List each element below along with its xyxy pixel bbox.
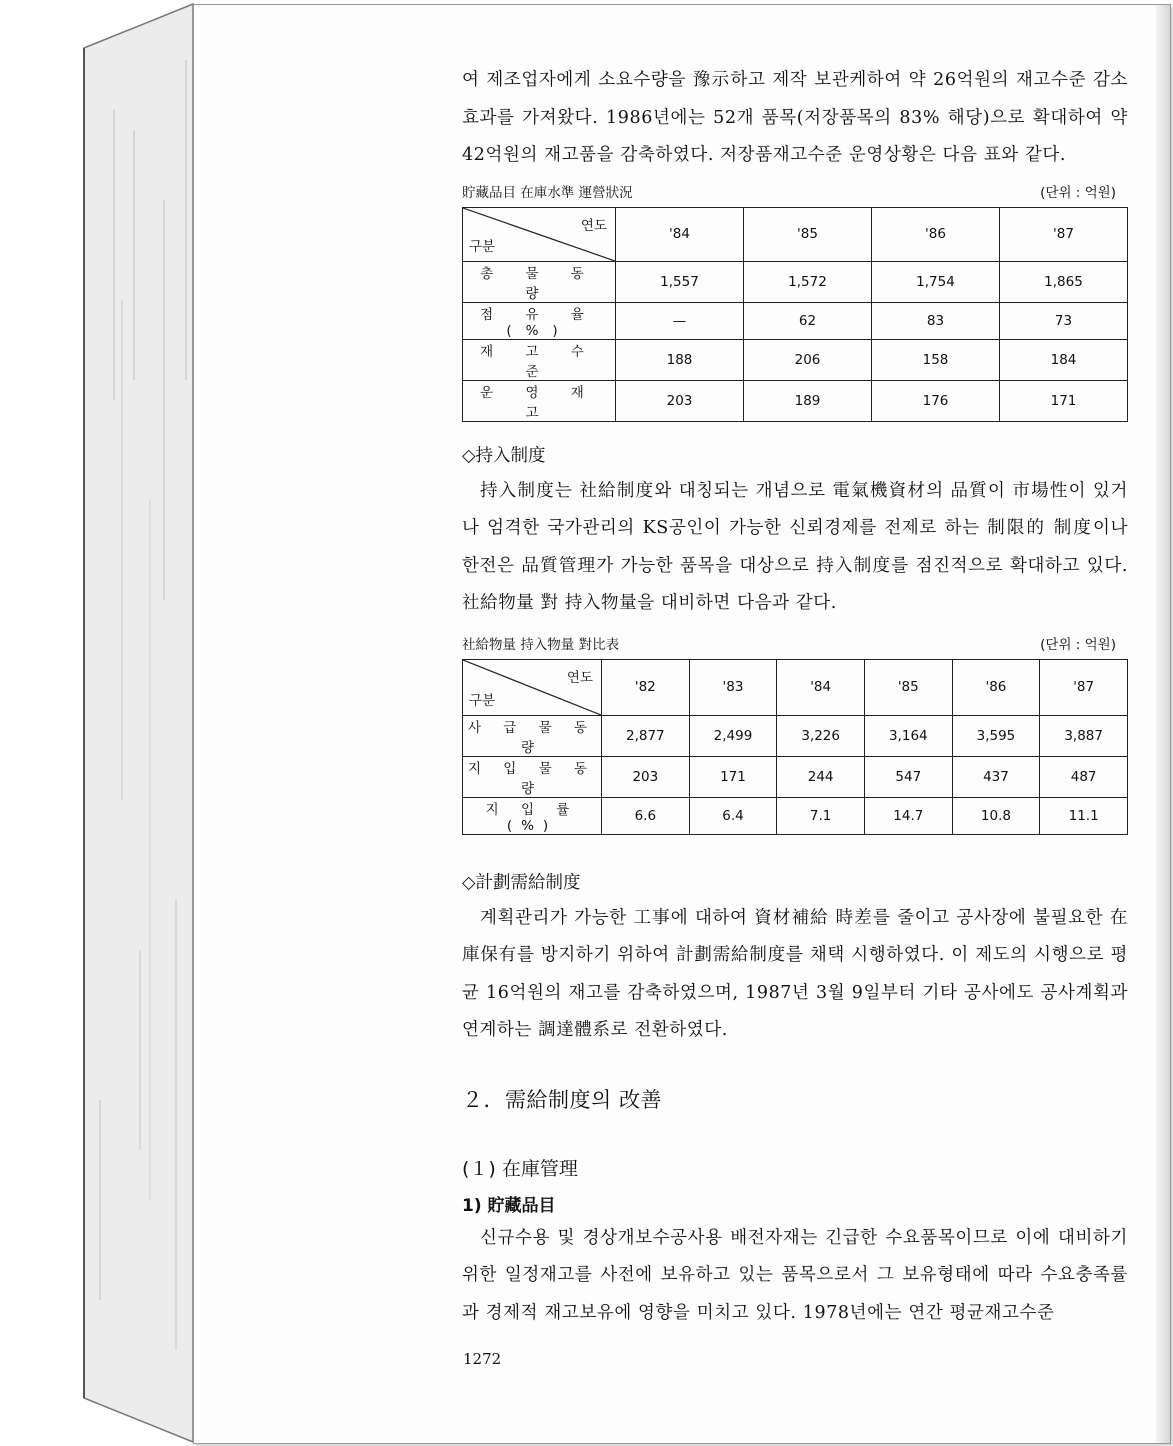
heading-section-2: ２．需給制度의 改善 — [462, 1087, 662, 1112]
table2-row-label: 지 입 물 동 량 — [463, 756, 602, 797]
table2-col-header: '85 — [864, 659, 952, 715]
table1-corner-year: 연도 — [580, 217, 607, 234]
table2-corner-category: 구분 — [469, 692, 496, 709]
paragraph-stored-items: 신규수용 및 경상개보수공사용 배전자재는 긴급한 수요품목이므로 이에 대비하기 위한 일정재고를 사전에 보유하고 있는 품목으로서 그 보유형태에 따라 수요충족률과 경제적 재고보유에 영향을 미치고 있다. 1978년에는 연간 평균재고수준 — [462, 1227, 1128, 1323]
table-cell: 184 — [1000, 339, 1128, 380]
table-cell: 3,887 — [1040, 715, 1128, 756]
table-row — [463, 715, 1128, 756]
table-cell: 3,164 — [864, 715, 952, 756]
paragraph-planned-supply: 계획관리가 가능한 工事에 대하여 資材補給 時差를 줄이고 공사장에 불필요한 在庫保有를 방지하기 위하여 計劃需給制度를 채택 시행하였다. 이 제도의 시행으로 평균 16억원의 재고를 감축하였으며, 1987년 3월 9일부터 기타 공사에도 공사계획과 연계하는 調達體系로 전환하였다. — [462, 907, 1128, 1040]
table-cell: 62 — [744, 302, 872, 339]
table-cell: 188 — [616, 339, 744, 380]
table-cell: — — [616, 302, 744, 339]
supply-comparison-table — [462, 659, 1128, 835]
table1-col-header: '85 — [744, 207, 872, 261]
paragraph-intro: 여 제조업자에게 소요수량을 豫示하고 제작 보관케하여 약 26억원의 재고수준 감소효과를 가져왔다. 1986년에는 52개 품목(저장품목의 83% 해당)으로 확대하여 약 42억원의 재고품을 감축하였다. 저장품재고수준 운영상황은 다음 표와 같다. — [462, 70, 1128, 165]
table-cell: 189 — [744, 380, 872, 421]
table-cell: 244 — [777, 756, 865, 797]
table1-col-header: '84 — [616, 207, 744, 261]
table-cell: 487 — [1040, 756, 1128, 797]
page-number: 1272 — [463, 1350, 502, 1368]
table2-col-header: '87 — [1040, 659, 1128, 715]
table2-col-header: '84 — [777, 659, 865, 715]
heading-inventory-management: (１) 在庫管理 — [462, 1157, 578, 1180]
table-row — [463, 380, 1128, 421]
table2-col-header: '83 — [689, 659, 777, 715]
table-cell: 547 — [864, 756, 952, 797]
table-cell: 158 — [872, 339, 1000, 380]
table-cell: 3,226 — [777, 715, 865, 756]
table1-title: 貯藏品目 在庫水準 運營狀況 — [462, 184, 633, 201]
table-cell: 1,865 — [1000, 261, 1128, 302]
table-cell: 2,499 — [689, 715, 777, 756]
table1-col-header: '87 — [1000, 207, 1128, 261]
table-cell: 10.8 — [952, 797, 1040, 834]
table2-col-header: '82 — [602, 659, 690, 715]
table-row — [463, 261, 1128, 302]
table-cell: 6.6 — [602, 797, 690, 834]
table1-caption-row — [462, 181, 1128, 201]
table1-row-label: 총 물 동 량 — [463, 261, 616, 302]
document-content — [462, 62, 1128, 1332]
table1-col-header: '86 — [872, 207, 1000, 261]
table-cell: 83 — [872, 302, 1000, 339]
table-cell: 1,754 — [872, 261, 1000, 302]
table-cell: 14.7 — [864, 797, 952, 834]
table2-unit: (단위 : 억원) — [1040, 636, 1116, 653]
table-cell: 437 — [952, 756, 1040, 797]
table2-corner-cell — [463, 659, 602, 715]
heading-stored-items: 1) 貯藏品目 — [462, 1195, 556, 1216]
table2-col-header: '86 — [952, 659, 1040, 715]
table-cell: 1,557 — [616, 261, 744, 302]
table-cell: 2,877 — [602, 715, 690, 756]
table-cell: 206 — [744, 339, 872, 380]
table2-caption-row — [462, 633, 1128, 653]
table1-row-label: 운 영 재 고 — [463, 380, 616, 421]
table-cell: 11.1 — [1040, 797, 1128, 834]
table2-corner-year: 연도 — [566, 669, 593, 686]
table-cell: 1,572 — [744, 261, 872, 302]
table1-row-label: 재 고 수 준 — [463, 339, 616, 380]
table-row — [463, 797, 1128, 834]
table-cell: 73 — [1000, 302, 1128, 339]
table-cell: 176 — [872, 380, 1000, 421]
table-cell: 7.1 — [777, 797, 865, 834]
table-cell: 171 — [689, 756, 777, 797]
table2-row-label: 사 급 물 동 량 — [463, 715, 602, 756]
inventory-status-table — [462, 207, 1128, 422]
paragraph-jiip: 持入制度는 社給制度와 대칭되는 개념으로 電氣機資材의 品質이 市場性이 있거나 엄격한 국가관리의 KS공인이 가능한 신뢰경제를 전제로 하는 制限的 制度이나 한전은 品質管理가 가능한 품목을 대상으로 持入制度를 점진적으로 확대하고 있다. 社給物量 對 持入物量을 대비하면 다음과 같다. — [462, 480, 1128, 613]
book-edge-illustration — [0, 0, 200, 1446]
table-cell: 171 — [1000, 380, 1128, 421]
table1-corner-category: 구분 — [469, 238, 496, 255]
table1-row-label: 점 유 율(%) — [463, 302, 616, 339]
table-cell: 3,595 — [952, 715, 1040, 756]
heading-jiip-system: ◇持入制度 — [462, 445, 546, 466]
table2-title: 社給物量 持入物量 對比表 — [462, 636, 620, 653]
table2-row-label: 지 입 률(%) — [463, 797, 602, 834]
page-edge-shadow — [1156, 5, 1170, 1443]
table-row — [463, 339, 1128, 380]
table-row — [463, 756, 1128, 797]
table1-corner-cell — [463, 207, 616, 261]
table-cell: 203 — [602, 756, 690, 797]
heading-planned-supply: ◇計劃需給制度 — [462, 872, 581, 893]
table-cell: 6.4 — [689, 797, 777, 834]
table-row — [463, 302, 1128, 339]
table1-unit: (단위 : 억원) — [1040, 184, 1116, 201]
table-cell: 203 — [616, 380, 744, 421]
